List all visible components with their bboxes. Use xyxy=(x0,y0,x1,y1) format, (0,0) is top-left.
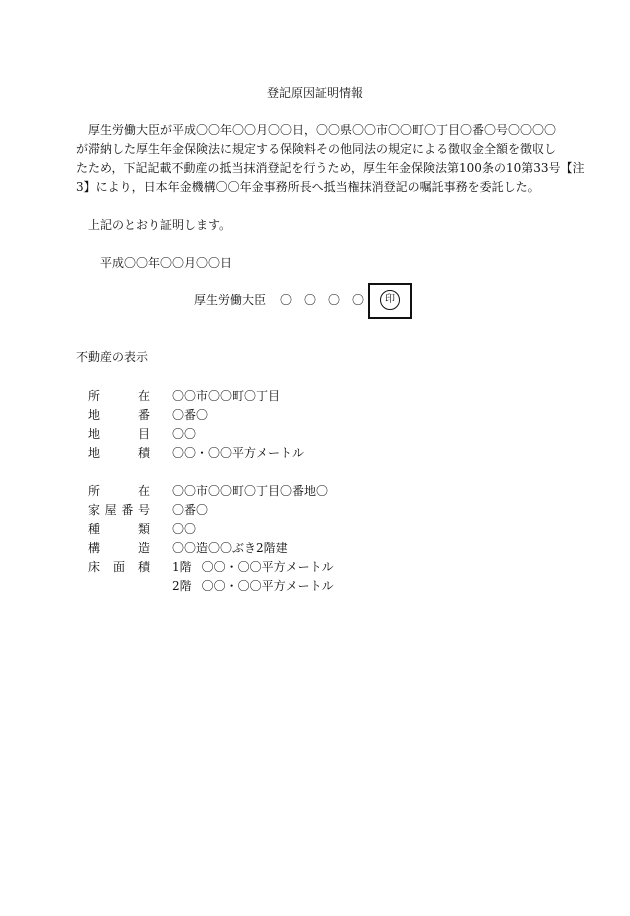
signer-name-placeholder xyxy=(280,293,376,307)
label-char: 在 xyxy=(137,484,150,498)
label-char: 地 xyxy=(88,427,101,441)
label-char: 地 xyxy=(88,446,101,460)
field-value: 〇〇 xyxy=(172,522,197,536)
label-char: 番 xyxy=(137,408,150,422)
field-label xyxy=(88,387,150,404)
field-label xyxy=(88,501,150,518)
floor-value: 〇〇・〇〇平方メートル xyxy=(201,579,334,593)
field-value: 〇番〇 xyxy=(172,503,209,517)
label-char: 構 xyxy=(88,541,101,555)
field-value: 〇〇市〇〇町〇丁目〇番地〇 xyxy=(172,484,329,498)
name-char: 〇 xyxy=(352,293,365,307)
field-label xyxy=(88,444,150,461)
label-char: 所 xyxy=(88,389,101,403)
signer-line xyxy=(194,291,376,308)
label-char: 地 xyxy=(88,408,101,422)
floor-label: 1階 xyxy=(172,560,192,574)
label-char: 屋 xyxy=(104,503,117,517)
label-char: 類 xyxy=(137,522,150,536)
body-line: 厚生労働大臣が平成〇〇年〇〇月〇〇日，〇〇県〇〇市〇〇町〇丁目〇番〇号〇〇〇〇 xyxy=(88,123,557,137)
certification-statement: 上記のとおり証明します。 xyxy=(88,218,232,232)
document-title: 登記原因証明情報 xyxy=(266,86,363,100)
body-paragraph xyxy=(76,121,585,197)
name-char: 〇 xyxy=(304,293,317,307)
label-char: 家 xyxy=(88,503,101,517)
label-char: 積 xyxy=(137,446,150,460)
label-char: 造 xyxy=(137,541,150,555)
name-char: 〇 xyxy=(328,293,341,307)
floor-1-area xyxy=(172,558,334,575)
body-line: が滞納した厚生年金保険法に規定する保険料その他同法の規定による徴収金全額を徴収し xyxy=(76,142,557,156)
label-char: 種 xyxy=(88,522,101,536)
floor-2-area xyxy=(172,577,334,594)
label-char: 番 xyxy=(121,503,134,517)
label-char: 所 xyxy=(88,484,101,498)
field-label xyxy=(88,520,150,537)
field-label xyxy=(88,558,150,575)
label-char: 号 xyxy=(137,503,150,517)
field-value: 〇番〇 xyxy=(172,408,209,422)
label-char: 床 xyxy=(88,560,101,574)
label-char: 面 xyxy=(112,560,125,574)
body-line: 3】により，日本年金機構〇〇年金事務所長へ抵当権抹消登記の嘱託事務を委託した。 xyxy=(76,180,540,194)
label-char: 目 xyxy=(137,427,150,441)
floor-label: 2階 xyxy=(172,579,192,593)
label-char: 積 xyxy=(137,560,150,574)
name-char: 〇 xyxy=(280,293,293,307)
signer-title: 厚生労働大臣 xyxy=(194,293,267,307)
body-line: たため，下記記載不動産の抵当抹消登記を行うため，厚生年金保険法第100条の10第33号【注 xyxy=(76,161,585,175)
field-value: 〇〇造〇〇ぶき2階建 xyxy=(172,541,288,555)
floor-value: 〇〇・〇〇平方メートル xyxy=(201,560,334,574)
field-label xyxy=(88,425,150,442)
seal-box xyxy=(368,283,412,319)
field-label xyxy=(88,539,150,556)
field-label xyxy=(88,482,150,499)
field-value: 〇〇市〇〇町〇丁目 xyxy=(172,389,281,403)
seal-stamp-icon: 印 xyxy=(380,290,400,310)
property-heading: 不動産の表示 xyxy=(76,350,149,364)
field-label xyxy=(88,406,150,423)
label-char: 在 xyxy=(137,389,150,403)
issue-date: 平成〇〇年〇〇月〇〇日 xyxy=(100,256,233,270)
field-value: 〇〇 xyxy=(172,427,197,441)
field-value: 〇〇・〇〇平方メートル xyxy=(172,446,305,460)
